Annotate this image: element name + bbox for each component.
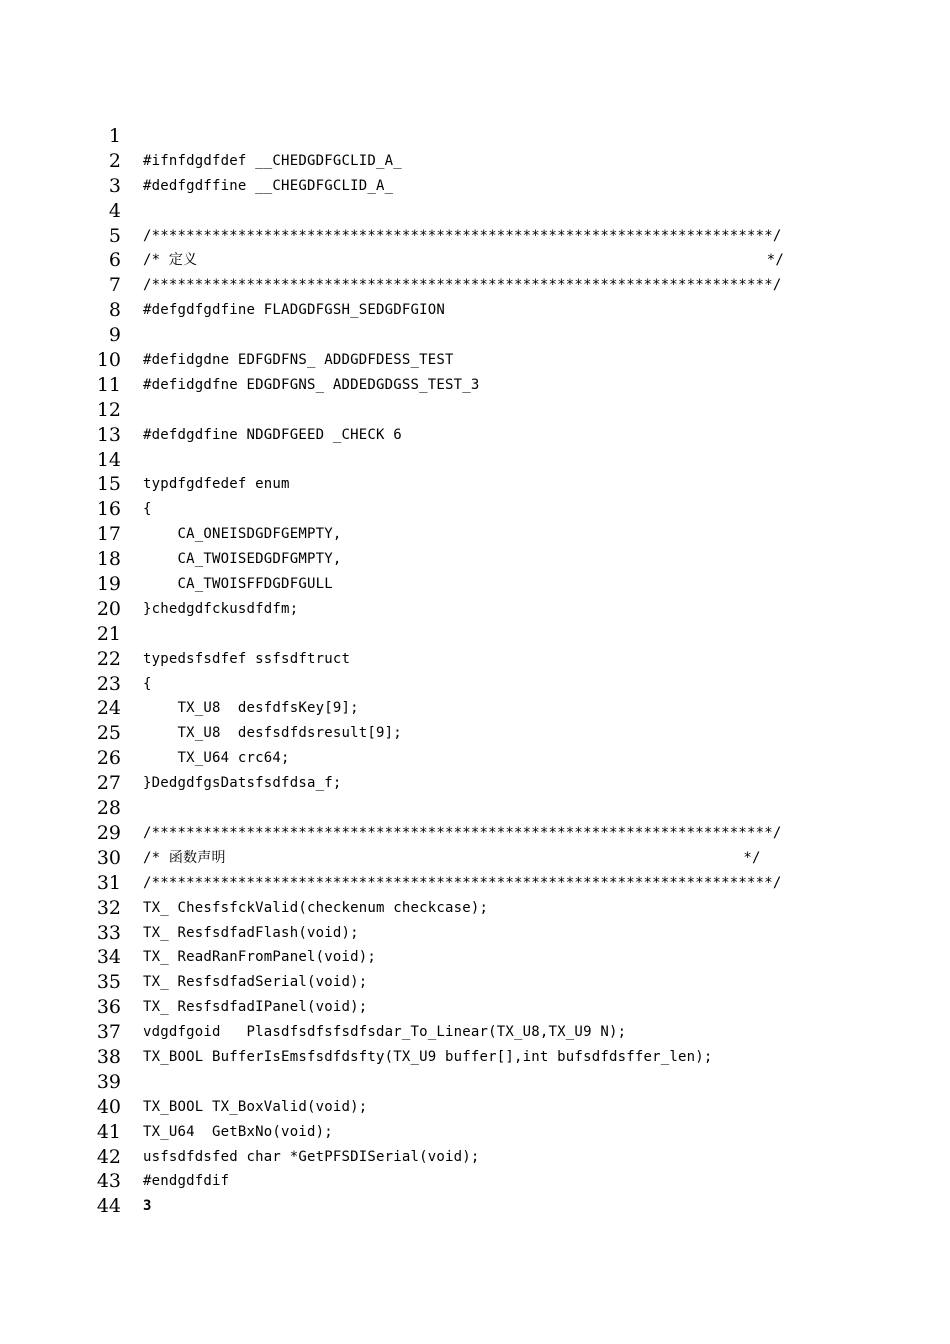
line-text: }DedgdfgsDatsfsdfdsa_f;	[143, 775, 342, 792]
code-line	[0, 721, 950, 746]
line-number: 5	[108, 224, 121, 247]
line-text: #defidgdne EDFGDFNS_ ADDGDFDESS_TEST	[143, 352, 454, 369]
code-line	[0, 622, 950, 647]
code-line	[0, 970, 950, 995]
code-line	[0, 1045, 950, 1070]
line-number: 13	[96, 423, 121, 446]
code-line	[0, 149, 950, 174]
code-line	[0, 1145, 950, 1170]
code-line	[0, 298, 950, 323]
line-number: 4	[108, 199, 121, 222]
line-text: TX_U8 desfdfsKey[9];	[143, 700, 359, 717]
code-line	[0, 647, 950, 672]
line-text: /* 定义 */	[143, 252, 785, 269]
line-text: /************************************************************************/	[143, 227, 782, 244]
line-text: TX_ ResfsdfadFlash(void);	[143, 924, 359, 941]
code-line	[0, 224, 950, 249]
line-number: 24	[96, 697, 121, 720]
line-number: 23	[96, 672, 121, 695]
line-text: #defdgdfine NDGDFGEED _CHECK 6	[143, 426, 402, 443]
line-number: 33	[96, 921, 121, 944]
line-number: 14	[96, 448, 121, 471]
line-text: usfsdfdsfed char *GetPFSDISerial(void);	[143, 1148, 480, 1165]
line-number: 15	[96, 473, 121, 496]
line-text: /************************************************************************/	[143, 874, 782, 891]
line-text: vdgdfgoid Plasdfsdfsfsdfsdar_To_Linear(TX_U8,TX_U9 N);	[143, 1024, 627, 1041]
line-number: 37	[96, 1021, 121, 1044]
line-number: 17	[96, 523, 121, 546]
code-line	[0, 124, 950, 149]
code-line	[0, 547, 950, 572]
line-number: 8	[108, 299, 121, 322]
code-line	[0, 472, 950, 497]
code-line	[0, 921, 950, 946]
line-number: 31	[96, 871, 121, 894]
code-line	[0, 1169, 950, 1194]
line-text: CA_TWOISFFDGDFGULL	[143, 576, 333, 593]
line-text: TX_U8 desfsdfdsresult[9];	[143, 725, 402, 742]
line-text: TX_BOOL BufferIsEmsfsdfdsfty(TX_U9 buffer[],int bufsdfdsffer_len);	[143, 1048, 713, 1065]
line-text: CA_ONEISDGDFGEMPTY,	[143, 526, 342, 543]
code-line	[0, 199, 950, 224]
line-number: 28	[96, 797, 121, 820]
line-text: }chedgdfckusdfdfm;	[143, 600, 299, 617]
code-line	[0, 248, 950, 273]
code-line	[0, 796, 950, 821]
line-number: 43	[96, 1170, 121, 1193]
line-text: #endgdfdif	[143, 1173, 230, 1190]
line-text: {	[143, 675, 152, 692]
line-number: 20	[96, 597, 121, 620]
line-number: 35	[96, 971, 121, 994]
line-text: #dedfgdffine __CHEGDFGCLID_A_	[143, 177, 394, 194]
code-line	[0, 1020, 950, 1045]
line-number: 6	[108, 249, 121, 272]
code-line	[0, 497, 950, 522]
code-line	[0, 373, 950, 398]
line-number: 25	[96, 722, 121, 745]
code-line	[0, 746, 950, 771]
line-text: /************************************************************************/	[143, 277, 782, 294]
line-text: #defgdfgdfine FLADGDFGSH_SEDGDFGION	[143, 302, 446, 319]
line-number: 41	[96, 1120, 121, 1143]
code-line	[0, 995, 950, 1020]
code-line	[0, 1070, 950, 1095]
line-number: 36	[96, 996, 121, 1019]
line-text: /************************************************************************/	[143, 824, 782, 841]
code-line	[0, 1194, 950, 1219]
code-line	[0, 174, 950, 199]
line-text: {	[143, 501, 152, 518]
code-line	[0, 696, 950, 721]
line-number: 12	[96, 398, 121, 421]
line-text: #ifnfdgdfdef __CHEDGDFGCLID_A_	[143, 152, 402, 169]
line-number: 38	[96, 1045, 121, 1068]
line-number: 10	[96, 349, 121, 372]
line-text: TX_ ReadRanFromPanel(void);	[143, 949, 376, 966]
code-line	[0, 846, 950, 871]
code-line	[0, 348, 950, 373]
line-text: TX_ ResfsdfadIPanel(void);	[143, 999, 368, 1016]
line-number: 16	[96, 498, 121, 521]
line-number: 40	[96, 1095, 121, 1118]
line-number: 11	[96, 373, 121, 396]
line-number: 7	[108, 274, 121, 297]
line-number: 44	[96, 1195, 121, 1218]
code-line	[0, 522, 950, 547]
line-number: 3	[108, 174, 121, 197]
line-text: /* 函数声明 */	[143, 849, 761, 866]
code-line	[0, 945, 950, 970]
code-line	[0, 821, 950, 846]
code-line	[0, 572, 950, 597]
code-line	[0, 1120, 950, 1145]
code-line	[0, 871, 950, 896]
line-text: typdfgdfedef enum	[143, 476, 290, 493]
line-text: CA_TWOISEDGDFGMPTY,	[143, 551, 342, 568]
line-number: 26	[96, 747, 121, 770]
code-line	[0, 1095, 950, 1120]
line-text: TX_U64 GetBxNo(void);	[143, 1123, 333, 1140]
line-number: 27	[96, 772, 121, 795]
line-text: TX_ ResfsdfadSerial(void);	[143, 974, 368, 991]
line-number: 29	[96, 821, 121, 844]
line-number: 34	[96, 946, 121, 969]
code-listing	[0, 124, 950, 1219]
line-number: 42	[96, 1145, 121, 1168]
line-number: 39	[96, 1070, 121, 1093]
code-line	[0, 398, 950, 423]
line-text: typedsfsdfef ssfsdftruct	[143, 650, 351, 667]
code-line	[0, 423, 950, 448]
line-number: 2	[108, 149, 121, 172]
line-number: 22	[96, 647, 121, 670]
code-line	[0, 323, 950, 348]
line-number: 30	[96, 846, 121, 869]
line-text: 3	[143, 1198, 152, 1215]
code-line	[0, 672, 950, 697]
code-line	[0, 771, 950, 796]
line-text: TX_BOOL TX_BoxValid(void);	[143, 1098, 368, 1115]
line-text: #defidgdfne EDGDFGNS_ ADDEDGDGSS_TEST_3	[143, 376, 480, 393]
line-text: TX_ ChesfsfckValid(checkenum checkcase);	[143, 899, 489, 916]
line-number: 32	[96, 896, 121, 919]
code-line	[0, 448, 950, 473]
line-number: 18	[96, 548, 121, 571]
code-line	[0, 597, 950, 622]
line-number: 21	[96, 622, 121, 645]
line-text: TX_U64 crc64;	[143, 750, 290, 767]
line-number: 9	[108, 324, 121, 347]
code-line	[0, 896, 950, 921]
code-line	[0, 273, 950, 298]
line-number: 1	[108, 125, 121, 147]
line-number: 19	[96, 573, 121, 596]
